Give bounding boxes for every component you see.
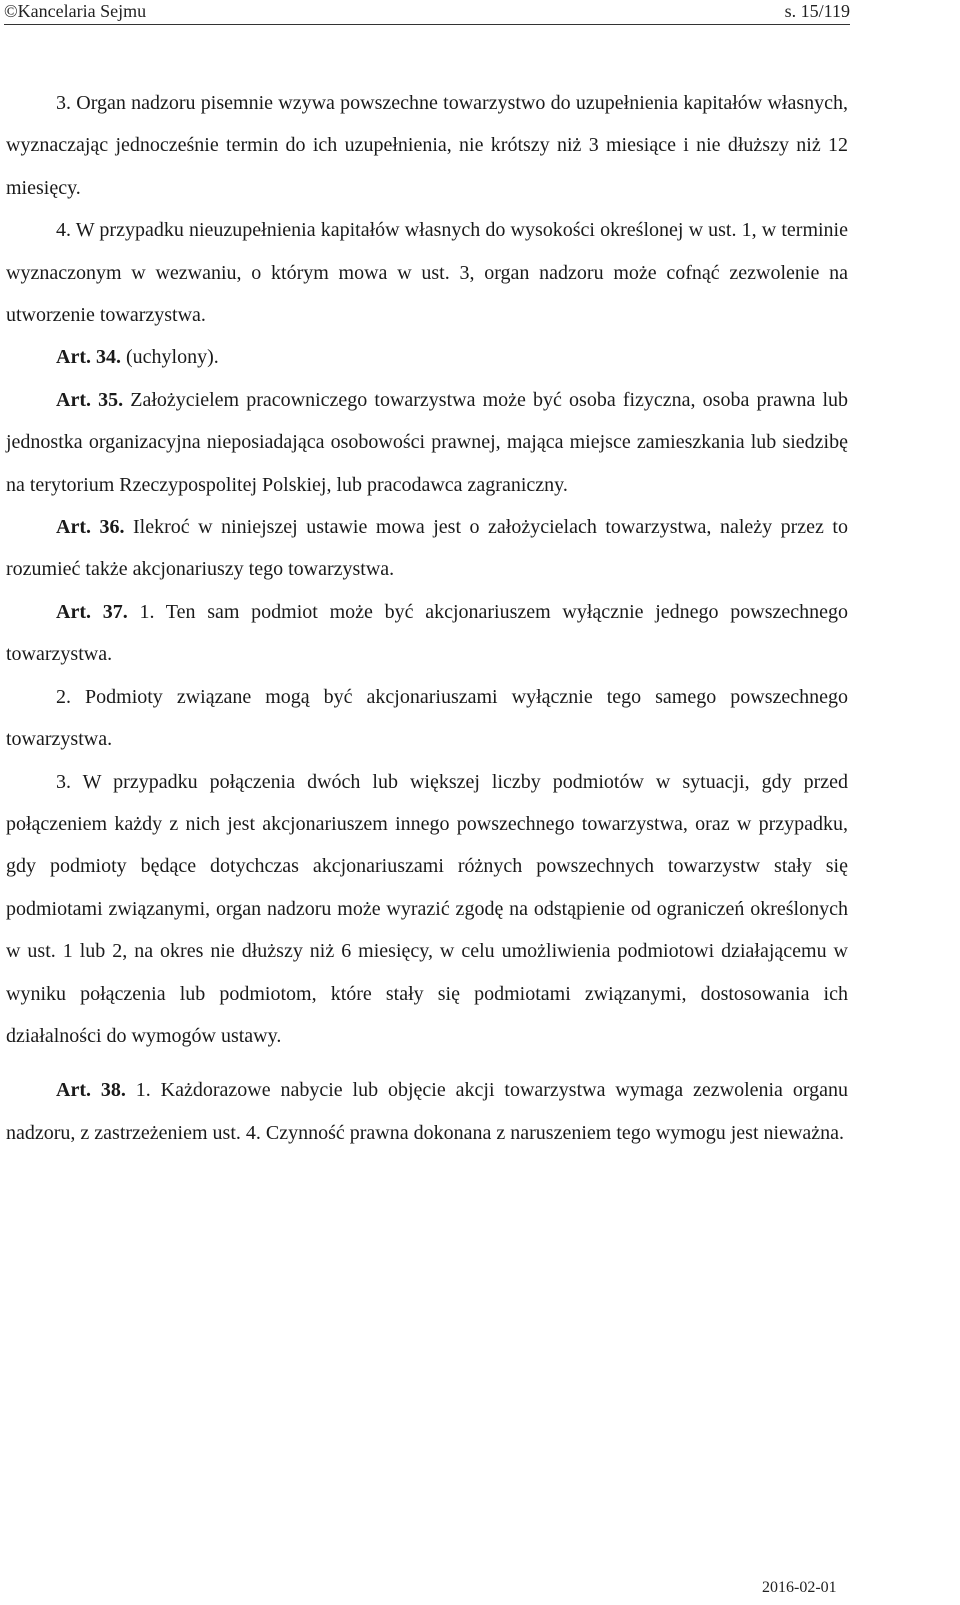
article-label-38: Art. 38.	[56, 1079, 126, 1102]
paragraph-art35	[6, 379, 848, 506]
header-source: ©Kancelaria Sejmu	[4, 1, 147, 21]
article-text-38: 1. Każdorazowe nabycie lub objęcie akcji towarzystwa wymaga zezwolenia organu nadzoru, z zastrzeżeniem ust. 4. Czynność prawna dokonana z naruszeniem tego wymogu jest nieważna.	[6, 1079, 848, 1144]
paragraph-art33-ust3: 3. Organ nadzoru pisemnie wzywa powszechne towarzystwo do uzupełnienia kapitałów własnych, wyznaczając jednocześnie termin do ich uzupełnienia, nie krótszy niż 3 miesiące i nie dłuższy niż 12 miesięcy.	[6, 92, 848, 199]
paragraph-art37-ust2: 2. Podmioty związane mogą być akcjonariuszami wyłącznie tego samego powszechnego towarzystwa.	[6, 685, 848, 751]
paragraph-art37-ust3: 3. W przypadku połączenia dwóch lub większej liczby podmiotów w sytuacji, gdy przed połączeniem każdy z nich jest akcjonariuszem innego powszechnego towarzystwa, oraz w przypadku, gdy podmioty będące dotychczas akcjonariuszami różnych powszechnych towarzystw stały się podmiotami związanymi, organ nadzoru może wyrazić zgodę na odstąpienie od ograniczeń określonych w ust. 1 lub 2, na okres nie dłuższy niż 6 miesięcy, w celu umożliwienia podmiotowi działającemu w wyniku połączenia lub podmiotom, które stały się podmiotami związanymi, dostosowania ich działalności do wymogów ustawy.	[6, 770, 848, 1047]
article-text-34: (uchylony).	[120, 346, 219, 369]
footer-date: 2016-02-01	[762, 1579, 837, 1596]
article-label-34: Art. 34.	[56, 346, 121, 369]
header-page-number: s. 15/119	[784, 1, 850, 21]
paragraph-art36	[6, 506, 848, 591]
article-text-37: 1. Ten sam podmiot może być akcjonariuszem wyłącznie jednego powszechnego towarzystwa.	[6, 600, 848, 666]
article-label-35: Art. 35.	[56, 388, 124, 411]
article-text-35: Założycielem pracowniczego towarzystwa może być osoba fizyczna, osoba prawna lub jednostka organizacyjna nieposiadająca osobowości prawnej, mająca miejsce zamieszkania lub siedzibę na terytorium Rzeczypospolitej Polskiej, lub pracodawca zagraniczny.	[6, 388, 849, 496]
article-label-36: Art. 36.	[56, 516, 125, 539]
paragraph-art37-ust1	[6, 591, 848, 676]
article-text-36: Ilekroć w niniejszej ustawie mowa jest o założycielach towarzystwa, należy przez to rozumieć także akcjonariuszy tego towarzystwa.	[6, 516, 848, 581]
page-header	[4, 0, 850, 25]
article-label-37: Art. 37.	[56, 600, 128, 623]
document-body	[6, 82, 848, 1154]
paragraph-art34	[6, 336, 848, 378]
paragraph-art38	[6, 1069, 848, 1154]
paragraph-art33-ust4: 4. W przypadku nieuzupełnienia kapitałów własnych do wysokości określonej w ust. 1, w terminie wyznaczonym w wezwaniu, o którym mowa w ust. 3, organ nadzoru może cofnąć zezwolenie na utworzenie towarzystwa.	[6, 219, 848, 327]
